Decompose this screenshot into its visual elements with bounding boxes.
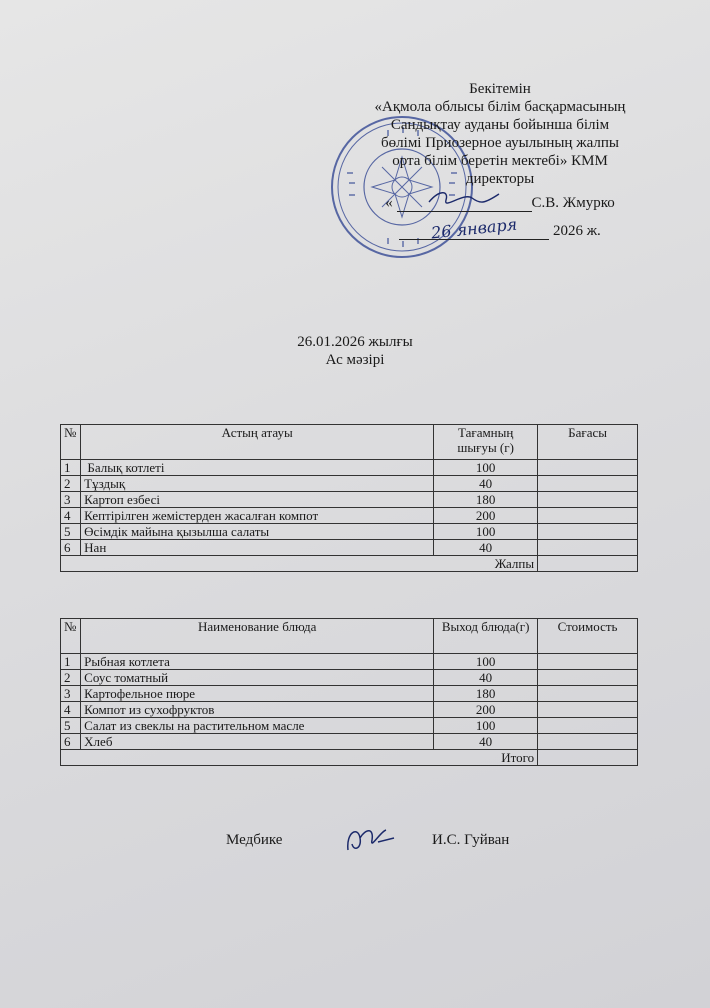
column-header-yield: Тағамның шығуы (г) bbox=[434, 425, 538, 460]
table-row bbox=[61, 476, 638, 492]
director-signature-line bbox=[397, 188, 532, 212]
date-line bbox=[399, 214, 549, 243]
dish-name: Кептірілген жемістерден жасалған компот bbox=[81, 508, 434, 524]
menu-table-kazakh bbox=[60, 424, 638, 572]
nurse-name: И.С. Гуйван bbox=[432, 832, 510, 848]
total-value bbox=[538, 750, 638, 766]
column-header-name: Астың атауы bbox=[81, 425, 434, 460]
column-header-yield: Выход блюда(г) bbox=[434, 619, 538, 654]
dish-name: Тұздық bbox=[81, 476, 434, 492]
dish-price bbox=[538, 654, 638, 670]
dish-price bbox=[538, 718, 638, 734]
director-signature bbox=[424, 188, 504, 206]
dish-yield: 100 bbox=[434, 718, 538, 734]
approval-line-3: бөлімі Приозерное ауылының жалпы bbox=[381, 135, 619, 151]
dish-name: Рыбная котлета bbox=[81, 654, 434, 670]
table-row bbox=[61, 460, 638, 476]
dish-name: Соус томатный bbox=[81, 670, 434, 686]
table-row bbox=[61, 492, 638, 508]
table-row bbox=[61, 702, 638, 718]
column-header-num: № bbox=[61, 425, 81, 460]
dish-price bbox=[538, 540, 638, 556]
dish-name: Картофельное пюре bbox=[81, 686, 434, 702]
approval-line-4: орта білім беретін мектебі» КММ bbox=[392, 153, 608, 169]
column-header-price: Стоимость bbox=[538, 619, 638, 654]
dish-yield: 40 bbox=[434, 540, 538, 556]
menu-table-russian bbox=[60, 618, 638, 766]
approval-year: 2026 ж. bbox=[552, 223, 601, 239]
row-num: 3 bbox=[61, 686, 81, 702]
dish-price bbox=[538, 686, 638, 702]
date-handwritten: 26 января bbox=[430, 214, 519, 243]
director-name: С.В. Жмурко bbox=[531, 195, 615, 211]
table-row bbox=[61, 508, 638, 524]
table-row bbox=[61, 670, 638, 686]
approval-line-1: «Ақмола облысы білім басқармасының bbox=[374, 99, 626, 115]
table-header-row bbox=[61, 425, 638, 460]
approval-line-5: директоры bbox=[465, 171, 535, 187]
dish-price bbox=[538, 476, 638, 492]
menu-title: Ас мәзірі bbox=[325, 352, 385, 368]
table-row bbox=[61, 540, 638, 556]
column-header-name: Наименование блюда bbox=[81, 619, 434, 654]
quote-open: « bbox=[385, 195, 393, 211]
dish-name: Картоп езбесі bbox=[81, 492, 434, 508]
row-num: 3 bbox=[61, 492, 81, 508]
row-num: 6 bbox=[61, 734, 81, 750]
dish-yield: 180 bbox=[434, 492, 538, 508]
dish-name: Компот из сухофруктов bbox=[81, 702, 434, 718]
table-row bbox=[61, 718, 638, 734]
approval-title: Бекітемін bbox=[469, 81, 531, 97]
column-header-num: № bbox=[61, 619, 81, 654]
dish-yield: 40 bbox=[434, 670, 538, 686]
dish-yield: 40 bbox=[434, 476, 538, 492]
dish-yield: 180 bbox=[434, 686, 538, 702]
table-row bbox=[61, 524, 638, 540]
row-num: 5 bbox=[61, 718, 81, 734]
total-row bbox=[61, 750, 638, 766]
table-header-row bbox=[61, 619, 638, 654]
approval-date-row bbox=[345, 214, 655, 243]
row-num: 4 bbox=[61, 702, 81, 718]
dish-price bbox=[538, 524, 638, 540]
dish-name: Өсімдік майына қызылша салаты bbox=[81, 524, 434, 540]
dish-name: Салат из свеклы на растительном масле bbox=[81, 718, 434, 734]
row-num: 1 bbox=[61, 654, 81, 670]
document-title-block bbox=[0, 333, 710, 369]
total-label: Итого bbox=[61, 750, 538, 766]
dish-price bbox=[538, 670, 638, 686]
dish-price bbox=[538, 460, 638, 476]
approval-block bbox=[345, 80, 655, 243]
column-header-price: Бағасы bbox=[538, 425, 638, 460]
dish-yield: 100 bbox=[434, 460, 538, 476]
dish-yield: 200 bbox=[434, 702, 538, 718]
nurse-signature bbox=[340, 822, 400, 856]
table-row bbox=[61, 654, 638, 670]
row-num: 1 bbox=[61, 460, 81, 476]
approval-signature-row bbox=[345, 188, 655, 212]
total-row bbox=[61, 556, 638, 572]
dish-price bbox=[538, 508, 638, 524]
row-num: 4 bbox=[61, 508, 81, 524]
total-label: Жалпы bbox=[61, 556, 538, 572]
table-row bbox=[61, 734, 638, 750]
dish-name: Хлеб bbox=[81, 734, 434, 750]
nurse-role: Медбике bbox=[226, 832, 283, 848]
row-num: 6 bbox=[61, 540, 81, 556]
total-value bbox=[538, 556, 638, 572]
dish-price bbox=[538, 492, 638, 508]
dish-yield: 100 bbox=[434, 654, 538, 670]
dish-price bbox=[538, 702, 638, 718]
table-row bbox=[61, 686, 638, 702]
dish-yield: 40 bbox=[434, 734, 538, 750]
row-num: 2 bbox=[61, 670, 81, 686]
dish-name: Балық котлеті bbox=[81, 460, 434, 476]
menu-date: 26.01.2026 жылғы bbox=[297, 334, 413, 350]
dish-price bbox=[538, 734, 638, 750]
approval-line-2: Сандықтау ауданы бойынша білім bbox=[390, 117, 610, 133]
dish-yield: 100 bbox=[434, 524, 538, 540]
row-num: 5 bbox=[61, 524, 81, 540]
dish-name: Нан bbox=[81, 540, 434, 556]
row-num: 2 bbox=[61, 476, 81, 492]
dish-yield: 200 bbox=[434, 508, 538, 524]
